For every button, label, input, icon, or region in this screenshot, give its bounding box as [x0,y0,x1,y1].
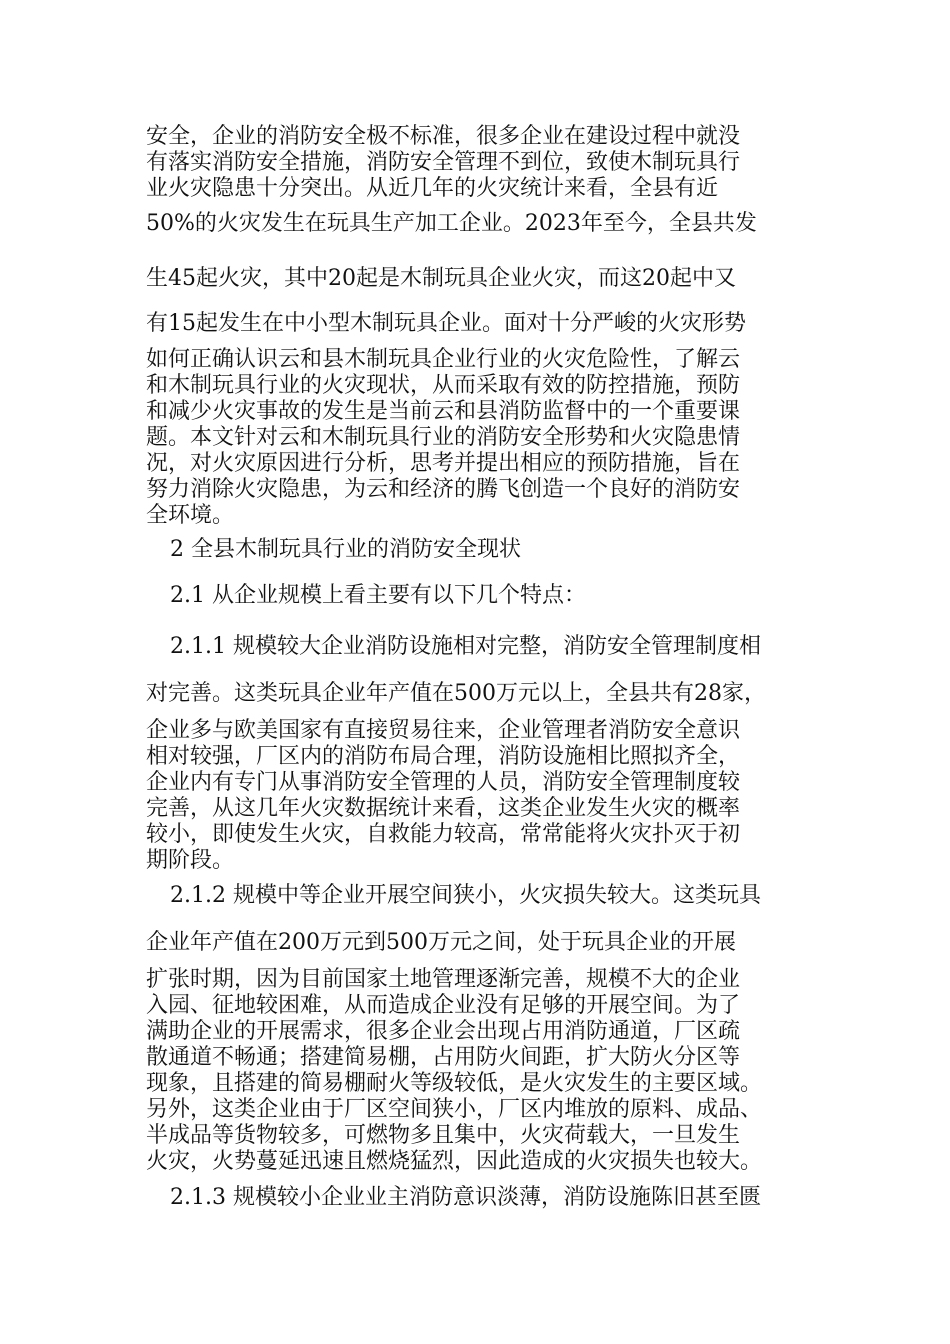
text-line: 业火灾隐患十分突出。从近几年的火灾统计来看，全县有近 [146,176,719,201]
text-line: 企业内有专门从事消防安全管理的人员，消防安全管理制度较 [146,770,741,795]
text-line: 和减少火灾事故的发生是当前云和县消防监督中的一个重要课 [146,399,741,424]
text-line: 完善，从这几年火灾数据统计来看，这类企业发生火灾的概率 [146,796,741,821]
text-line: 较小，即使发生火灾，自救能力较高，常常能将火灾扑灭于初 [146,822,741,847]
section-heading: 2 全县木制玩具行业的消防安全现状 [170,537,521,562]
text-line: 况，对火灾原因进行分析，思考并提出相应的预防措施，旨在 [146,451,741,476]
text-line: 生45起火灾，其中20起是木制玩具企业火灾，而这20起中又 [146,266,736,291]
text-line: 企业多与欧美国家有直接贸易往来，企业管理者消防安全意识 [146,718,741,743]
text-line: 对完善。这类玩具企业年产值在500万元以上，全县共有28家， [146,681,766,706]
text-line: 如何正确认识云和县木制玩具企业行业的火灾危险性，了解云 [146,347,741,372]
text-line: 满助企业的开展需求，很多企业会出现占用消防通道，厂区疏 [146,1019,741,1044]
text-line: 扩张时期，因为目前国家土地管理逐渐完善，规模不大的企业 [146,967,741,992]
text-line: 全环境。 [146,503,235,528]
text-line: 2.1.2 规模中等企业开展空间狭小，火灾损失较大。这类玩具 [170,883,761,908]
text-line: 相对较强，厂区内的消防布局合理，消防设施相比照拟齐全， [146,744,741,769]
text-line: 50%的火灾发生在玩具生产加工企业。2023年至今，全县共发 [146,211,757,236]
text-line: 有落实消防安全措施，消防安全管理不到位，致使木制玩具行 [146,150,741,175]
text-line: 散通道不畅通；搭建简易棚，占用防火间距，扩大防火分区等 [146,1045,741,1070]
subsection-heading: 2.1 从企业规模上看主要有以下几个特点： [170,583,586,608]
text-line: 有15起发生在中小型木制玩具企业。面对十分严峻的火灾形势 [146,311,746,336]
text-line: 2.1.3 规模较小企业业主消防意识淡薄，消防设施陈旧甚至匮 [170,1185,761,1210]
text-line: 和木制玩具行业的火灾现状，从而采取有效的防控措施，预防 [146,373,741,398]
text-line: 现象，且搭建的简易棚耐火等级较低，是火灾发生的主要区域。 [146,1071,763,1096]
text-line: 半成品等货物较多，可燃物多且集中，火灾荷载大，一旦发生 [146,1123,741,1148]
text-line: 另外，这类企业由于厂区空间狭小，厂区内堆放的原料、成品、 [146,1097,763,1122]
text-line: 努力消除火灾隐患，为云和经济的腾飞创造一个良好的消防安 [146,477,741,502]
text-line: 企业年产值在200万元到500万元之间，处于玩具企业的开展 [146,930,736,955]
text-line: 期阶段。 [146,848,235,873]
text-line: 安全，企业的消防安全极不标准，很多企业在建设过程中就没 [146,124,741,149]
text-line: 题。本文针对云和木制玩具行业的消防安全形势和火灾隐患情 [146,425,741,450]
text-line: 入园、征地较困难，从而造成企业没有足够的开展空间。为了 [146,993,741,1018]
text-line: 2.1.1 规模较大企业消防设施相对完整，消防安全管理制度相 [170,634,761,659]
text-line: 火灾，火势蔓延迅速且燃烧猛烈，因此造成的火灾损失也较大。 [146,1149,763,1174]
